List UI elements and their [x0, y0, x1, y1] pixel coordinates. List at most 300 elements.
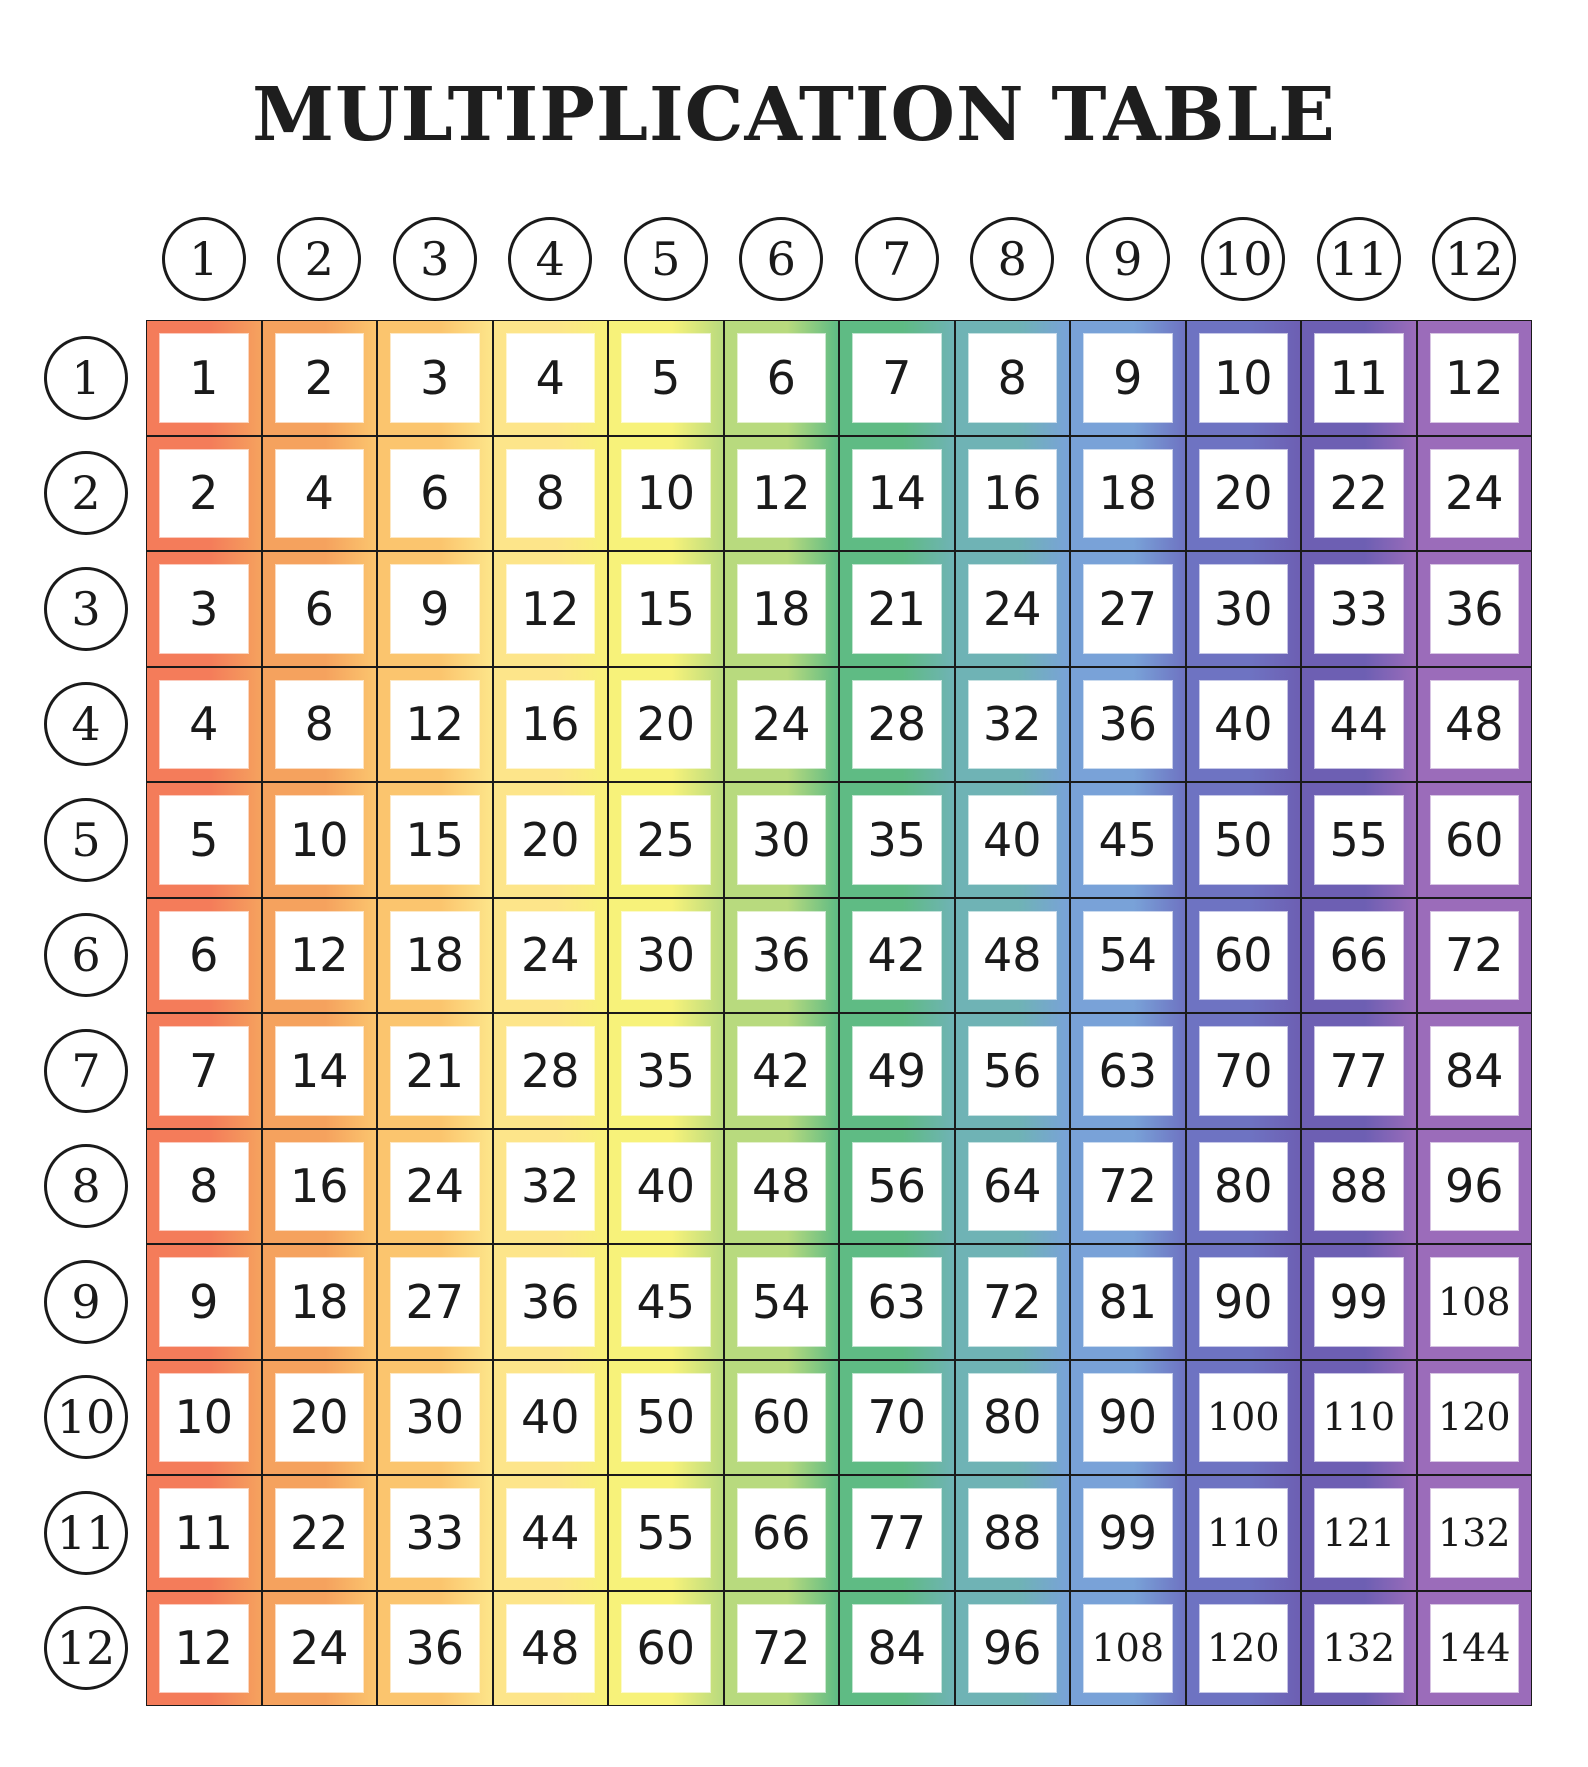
cell-value: 48 — [1431, 681, 1519, 769]
cell-value: 20 — [276, 1374, 364, 1462]
table-cell — [724, 1591, 840, 1707]
table-cell — [1186, 551, 1302, 667]
cell-value: 5 — [160, 796, 248, 884]
cell-value: 36 — [738, 912, 826, 1000]
cell-value: 40 — [969, 796, 1057, 884]
table-cell — [1417, 1475, 1533, 1591]
cell-value: 84 — [853, 1605, 941, 1693]
cell-value: 27 — [1084, 565, 1172, 653]
cell-value: 8 — [969, 334, 1057, 422]
cell-value: 36 — [391, 1605, 479, 1693]
cell-value: 55 — [1315, 796, 1403, 884]
cell-value: 54 — [1084, 912, 1172, 1000]
table-cell — [724, 320, 840, 436]
table-cell — [262, 1129, 378, 1245]
cell-value: 30 — [622, 912, 710, 1000]
cell-value: 49 — [853, 1027, 941, 1115]
table-cell — [955, 551, 1071, 667]
cell-value: 10 — [1200, 334, 1288, 422]
column-header: 2 — [277, 217, 361, 301]
cell-value: 44 — [507, 1489, 595, 1577]
table-cell — [1417, 898, 1533, 1014]
table-cell — [608, 551, 724, 667]
cell-value: 54 — [738, 1258, 826, 1346]
table-cell — [1070, 782, 1186, 898]
cell-value: 24 — [391, 1143, 479, 1231]
cell-value: 84 — [1431, 1027, 1519, 1115]
table-cell — [262, 898, 378, 1014]
cell-value: 72 — [1084, 1143, 1172, 1231]
row-header: 5 — [44, 798, 128, 882]
cell-value: 77 — [1315, 1027, 1403, 1115]
cell-value: 21 — [853, 565, 941, 653]
column-header: 1 — [162, 217, 246, 301]
table-cell — [1186, 1360, 1302, 1476]
cell-value: 48 — [969, 912, 1057, 1000]
table-cell — [1417, 1244, 1533, 1360]
cell-value: 60 — [1200, 912, 1288, 1000]
cell-value: 42 — [738, 1027, 826, 1115]
table-cell — [493, 1244, 609, 1360]
table-cell — [1417, 436, 1533, 552]
cell-value: 36 — [1431, 565, 1519, 653]
cell-value: 33 — [1315, 565, 1403, 653]
table-cell — [1070, 1591, 1186, 1707]
cell-value: 7 — [853, 334, 941, 422]
table-cell — [1186, 1244, 1302, 1360]
table-cell — [262, 782, 378, 898]
cell-value: 18 — [738, 565, 826, 653]
table-cell — [146, 1591, 262, 1707]
table-cell — [1301, 551, 1417, 667]
cell-value: 35 — [622, 1027, 710, 1115]
cell-value: 45 — [1084, 796, 1172, 884]
cell-value: 20 — [507, 796, 595, 884]
cell-value: 24 — [276, 1605, 364, 1693]
cell-value: 24 — [969, 565, 1057, 653]
cell-value: 27 — [391, 1258, 479, 1346]
cell-value: 16 — [969, 450, 1057, 538]
table-cell — [146, 898, 262, 1014]
cell-value: 9 — [1084, 334, 1172, 422]
cell-value: 110 — [1315, 1374, 1403, 1462]
table-cell — [608, 1591, 724, 1707]
cell-value: 24 — [738, 681, 826, 769]
row-headers — [44, 320, 134, 1706]
table-cell — [377, 1013, 493, 1129]
cell-value: 132 — [1315, 1605, 1403, 1693]
table-cell — [493, 436, 609, 552]
table-cell — [1070, 1475, 1186, 1591]
table-cell — [493, 1360, 609, 1476]
cell-value: 40 — [1200, 681, 1288, 769]
page-title: MULTIPLICATION TABLE — [252, 72, 1336, 158]
table-cell — [1070, 320, 1186, 436]
table-cell — [1186, 898, 1302, 1014]
table-cell — [839, 1475, 955, 1591]
cell-value: 3 — [391, 334, 479, 422]
table-cell — [377, 551, 493, 667]
table-cell — [955, 1013, 1071, 1129]
cell-value: 132 — [1431, 1489, 1519, 1577]
cell-value: 30 — [1200, 565, 1288, 653]
cell-value: 121 — [1315, 1489, 1403, 1577]
cell-value: 18 — [276, 1258, 364, 1346]
table-cell — [724, 1475, 840, 1591]
table-cell — [955, 436, 1071, 552]
table-cell — [839, 551, 955, 667]
table-cell — [262, 1013, 378, 1129]
table-cell — [955, 1244, 1071, 1360]
table-cell — [608, 898, 724, 1014]
cell-value: 70 — [853, 1374, 941, 1462]
cell-value: 15 — [622, 565, 710, 653]
cell-value: 12 — [160, 1605, 248, 1693]
row-header: 7 — [44, 1029, 128, 1113]
table-cell — [493, 1591, 609, 1707]
cell-value: 8 — [507, 450, 595, 538]
table-cell — [493, 1129, 609, 1245]
table-cell — [146, 320, 262, 436]
cell-value: 48 — [738, 1143, 826, 1231]
cell-value: 9 — [160, 1258, 248, 1346]
cell-value: 36 — [1084, 681, 1172, 769]
table-cell — [724, 1013, 840, 1129]
cell-value: 5 — [622, 334, 710, 422]
cell-value: 8 — [276, 681, 364, 769]
table-cell — [1301, 1244, 1417, 1360]
table-cell — [955, 1591, 1071, 1707]
cell-value: 18 — [391, 912, 479, 1000]
table-cell — [608, 1244, 724, 1360]
cell-value: 9 — [391, 565, 479, 653]
table-cell — [262, 1244, 378, 1360]
cell-value: 72 — [969, 1258, 1057, 1346]
table-cell — [608, 1360, 724, 1476]
cell-value: 90 — [1200, 1258, 1288, 1346]
cell-value: 108 — [1084, 1605, 1172, 1693]
cell-value: 24 — [507, 912, 595, 1000]
column-header: 8 — [970, 217, 1054, 301]
cell-value: 2 — [276, 334, 364, 422]
column-header: 12 — [1432, 217, 1516, 301]
cell-value: 6 — [276, 565, 364, 653]
cell-value: 96 — [1431, 1143, 1519, 1231]
cell-value: 35 — [853, 796, 941, 884]
table-cell — [724, 898, 840, 1014]
cell-value: 8 — [160, 1143, 248, 1231]
cell-value: 120 — [1431, 1374, 1519, 1462]
cell-value: 22 — [276, 1489, 364, 1577]
table-cell — [1301, 1475, 1417, 1591]
cell-value: 77 — [853, 1489, 941, 1577]
cell-value: 20 — [622, 681, 710, 769]
table-cell — [955, 1360, 1071, 1476]
cell-value: 42 — [853, 912, 941, 1000]
table-cell — [839, 320, 955, 436]
cell-value: 60 — [738, 1374, 826, 1462]
cell-value: 40 — [507, 1374, 595, 1462]
table-cell — [146, 1129, 262, 1245]
table-cell — [377, 667, 493, 783]
table-cell — [146, 1013, 262, 1129]
table-cell — [146, 667, 262, 783]
cell-value: 56 — [853, 1143, 941, 1231]
table-cell — [493, 782, 609, 898]
table-cell — [955, 1129, 1071, 1245]
column-header: 5 — [624, 217, 708, 301]
cell-value: 110 — [1200, 1489, 1288, 1577]
table-cell — [608, 436, 724, 552]
cell-value: 72 — [738, 1605, 826, 1693]
table-cell — [1070, 551, 1186, 667]
cell-value: 6 — [391, 450, 479, 538]
table-cell — [1417, 1013, 1533, 1129]
cell-value: 12 — [391, 681, 479, 769]
column-header: 9 — [1086, 217, 1170, 301]
cell-value: 18 — [1084, 450, 1172, 538]
table-cell — [1186, 436, 1302, 552]
table-cell — [1070, 667, 1186, 783]
cell-value: 14 — [853, 450, 941, 538]
cell-value: 4 — [507, 334, 595, 422]
table-cell — [493, 667, 609, 783]
table-cell — [262, 1360, 378, 1476]
table-cell — [1186, 1591, 1302, 1707]
cell-value: 25 — [622, 796, 710, 884]
row-header: 1 — [44, 336, 128, 420]
cell-value: 60 — [1431, 796, 1519, 884]
table-cell — [608, 667, 724, 783]
cell-value: 55 — [622, 1489, 710, 1577]
column-header: 3 — [393, 217, 477, 301]
table-cell — [1417, 320, 1533, 436]
table-cell — [1186, 667, 1302, 783]
table-cell — [839, 1244, 955, 1360]
table-cell — [262, 667, 378, 783]
cell-value: 4 — [276, 450, 364, 538]
table-cell — [1301, 320, 1417, 436]
table-cell — [493, 551, 609, 667]
cell-value: 20 — [1200, 450, 1288, 538]
row-header: 11 — [44, 1491, 128, 1575]
table-cell — [377, 1591, 493, 1707]
cell-value: 4 — [160, 681, 248, 769]
row-header: 10 — [44, 1375, 128, 1459]
cell-value: 10 — [622, 450, 710, 538]
table-cell — [724, 1244, 840, 1360]
cell-value: 48 — [507, 1605, 595, 1693]
table-cell — [377, 782, 493, 898]
cell-value: 24 — [1431, 450, 1519, 538]
table-cell — [493, 1013, 609, 1129]
cell-value: 12 — [276, 912, 364, 1000]
cell-value: 11 — [1315, 334, 1403, 422]
cell-value: 1 — [160, 334, 248, 422]
cell-value: 11 — [160, 1489, 248, 1577]
cell-value: 3 — [160, 565, 248, 653]
table-cell — [608, 320, 724, 436]
table-cell — [955, 1475, 1071, 1591]
table-cell — [262, 320, 378, 436]
table-cell — [1301, 1013, 1417, 1129]
cell-value: 15 — [391, 796, 479, 884]
cell-value: 99 — [1084, 1489, 1172, 1577]
row-header: 3 — [44, 567, 128, 651]
table-cell — [1417, 551, 1533, 667]
table-cell — [839, 667, 955, 783]
table-cell — [262, 436, 378, 552]
table-cell — [955, 320, 1071, 436]
table-cell — [493, 898, 609, 1014]
multiplication-grid — [146, 320, 1532, 1706]
cell-value: 81 — [1084, 1258, 1172, 1346]
cell-value: 7 — [160, 1027, 248, 1115]
table-cell — [1186, 1475, 1302, 1591]
cell-value: 10 — [276, 796, 364, 884]
cell-value: 22 — [1315, 450, 1403, 538]
table-cell — [1070, 1129, 1186, 1245]
column-header: 4 — [508, 217, 592, 301]
row-header: 9 — [44, 1260, 128, 1344]
cell-value: 10 — [160, 1374, 248, 1462]
table-cell — [1417, 667, 1533, 783]
cell-value: 36 — [507, 1258, 595, 1346]
column-headers — [146, 217, 1532, 305]
cell-value: 72 — [1431, 912, 1519, 1000]
cell-value: 90 — [1084, 1374, 1172, 1462]
table-cell — [377, 898, 493, 1014]
cell-value: 50 — [1200, 796, 1288, 884]
cell-value: 120 — [1200, 1605, 1288, 1693]
cell-value: 144 — [1431, 1605, 1519, 1693]
cell-value: 64 — [969, 1143, 1057, 1231]
table-cell — [724, 436, 840, 552]
cell-value: 14 — [276, 1027, 364, 1115]
cell-value: 70 — [1200, 1027, 1288, 1115]
table-cell — [1301, 436, 1417, 552]
table-cell — [377, 1475, 493, 1591]
table-cell — [262, 1591, 378, 1707]
table-cell — [1301, 1591, 1417, 1707]
table-cell — [493, 1475, 609, 1591]
table-cell — [146, 551, 262, 667]
table-cell — [608, 1129, 724, 1245]
table-cell — [839, 436, 955, 552]
cell-value: 88 — [1315, 1143, 1403, 1231]
cell-value: 108 — [1431, 1258, 1519, 1346]
table-cell — [1070, 436, 1186, 552]
table-cell — [1186, 1013, 1302, 1129]
table-cell — [1301, 782, 1417, 898]
table-cell — [955, 782, 1071, 898]
table-cell — [1301, 1360, 1417, 1476]
cell-value: 99 — [1315, 1258, 1403, 1346]
cell-value: 80 — [969, 1374, 1057, 1462]
table-cell — [146, 1360, 262, 1476]
table-cell — [1417, 1129, 1533, 1245]
cell-value: 33 — [391, 1489, 479, 1577]
cell-value: 6 — [160, 912, 248, 1000]
table-cell — [1070, 1360, 1186, 1476]
table-cell — [955, 898, 1071, 1014]
column-header: 11 — [1317, 217, 1401, 301]
cell-value: 63 — [1084, 1027, 1172, 1115]
cell-value: 100 — [1200, 1374, 1288, 1462]
column-header: 10 — [1201, 217, 1285, 301]
cell-value: 21 — [391, 1027, 479, 1115]
table-cell — [724, 551, 840, 667]
cell-value: 28 — [507, 1027, 595, 1115]
cell-value: 50 — [622, 1374, 710, 1462]
cell-value: 44 — [1315, 681, 1403, 769]
table-cell — [608, 1475, 724, 1591]
table-cell — [1070, 898, 1186, 1014]
table-cell — [1186, 1129, 1302, 1245]
table-cell — [1186, 782, 1302, 898]
cell-value: 96 — [969, 1605, 1057, 1693]
table-cell — [146, 1244, 262, 1360]
table-cell — [146, 782, 262, 898]
cell-value: 12 — [1431, 334, 1519, 422]
cell-value: 60 — [622, 1605, 710, 1693]
table-cell — [377, 1129, 493, 1245]
table-cell — [146, 1475, 262, 1591]
table-cell — [1417, 1591, 1533, 1707]
table-cell — [839, 1013, 955, 1129]
cell-value: 28 — [853, 681, 941, 769]
table-cell — [1301, 667, 1417, 783]
table-cell — [839, 1129, 955, 1245]
cell-value: 16 — [276, 1143, 364, 1231]
cell-value: 66 — [1315, 912, 1403, 1000]
cell-value: 2 — [160, 450, 248, 538]
table-cell — [608, 1013, 724, 1129]
cell-value: 66 — [738, 1489, 826, 1577]
row-header: 6 — [44, 913, 128, 997]
table-cell — [839, 782, 955, 898]
table-cell — [1417, 1360, 1533, 1476]
table-cell — [1070, 1244, 1186, 1360]
cell-value: 12 — [507, 565, 595, 653]
table-cell — [839, 898, 955, 1014]
table-cell — [724, 667, 840, 783]
table-cell — [1417, 782, 1533, 898]
cell-value: 88 — [969, 1489, 1057, 1577]
table-cell — [262, 1475, 378, 1591]
table-cell — [1301, 898, 1417, 1014]
row-header: 12 — [44, 1606, 128, 1690]
cell-value: 80 — [1200, 1143, 1288, 1231]
table-cell — [839, 1591, 955, 1707]
table-cell — [608, 782, 724, 898]
cell-value: 32 — [969, 681, 1057, 769]
table-cell — [724, 1360, 840, 1476]
cell-value: 30 — [738, 796, 826, 884]
row-header: 2 — [44, 451, 128, 535]
table-cell — [377, 1360, 493, 1476]
row-header: 4 — [44, 682, 128, 766]
table-cell — [493, 320, 609, 436]
column-header: 6 — [739, 217, 823, 301]
table-cell — [955, 667, 1071, 783]
table-cell — [1070, 1013, 1186, 1129]
cell-value: 45 — [622, 1258, 710, 1346]
cell-value: 56 — [969, 1027, 1057, 1115]
table-cell — [724, 782, 840, 898]
table-cell — [1186, 320, 1302, 436]
table-cell — [724, 1129, 840, 1245]
